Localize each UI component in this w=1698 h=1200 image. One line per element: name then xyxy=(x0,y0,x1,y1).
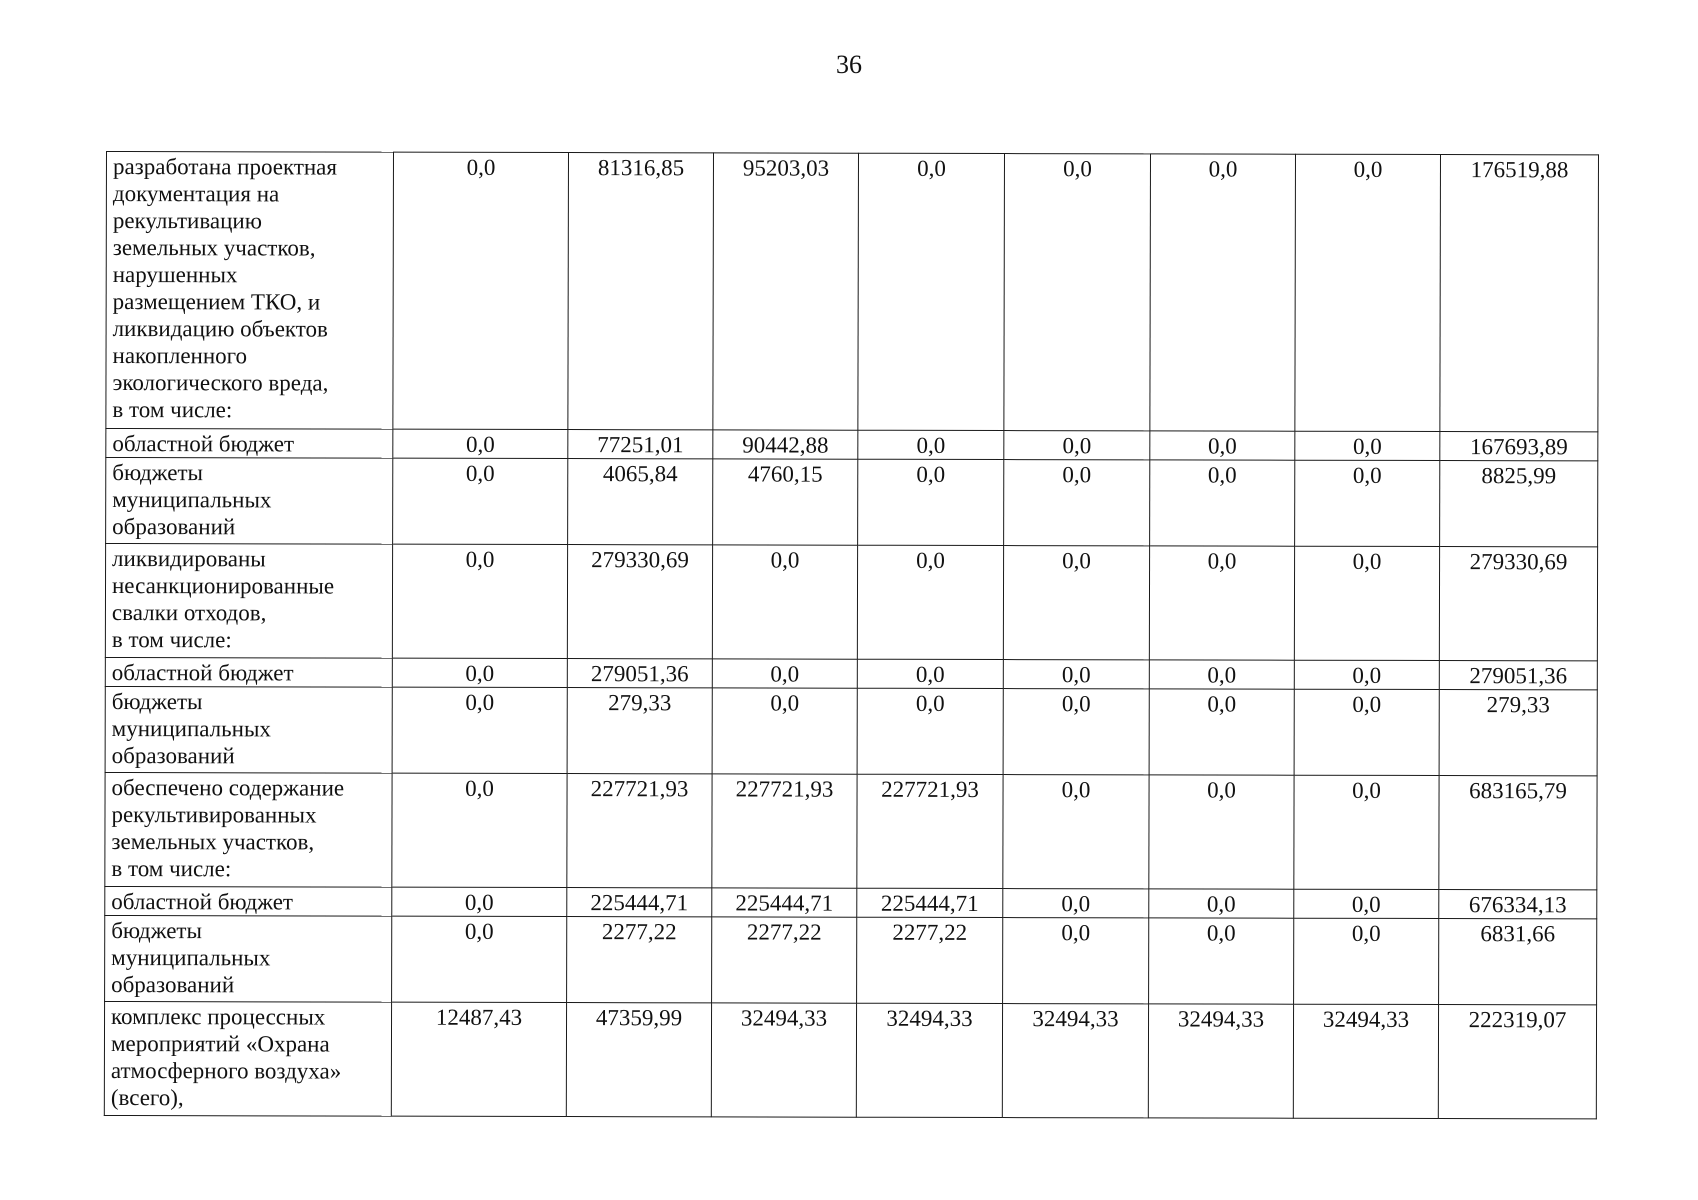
value-cell: 0,0 xyxy=(857,659,1003,688)
value-cell: 0,0 xyxy=(1149,918,1294,1004)
total-cell: 279,33 xyxy=(1439,690,1597,776)
total-cell: 6831,66 xyxy=(1439,919,1597,1005)
value-cell: 0,0 xyxy=(1004,431,1150,460)
total-cell: 176519,88 xyxy=(1440,155,1599,432)
value-cell: 0,0 xyxy=(857,688,1003,774)
total-cell: 683165,79 xyxy=(1439,776,1597,890)
value-cell: 47359,99 xyxy=(566,1003,711,1117)
value-cell: 0,0 xyxy=(712,659,857,688)
value-cell: 0,0 xyxy=(1294,775,1439,889)
value-cell: 0,0 xyxy=(1149,775,1294,889)
value-cell: 0,0 xyxy=(1004,154,1151,431)
value-cell: 0,0 xyxy=(1294,918,1439,1004)
table-row xyxy=(106,152,1599,432)
table-row xyxy=(105,544,1597,661)
value-cell: 0,0 xyxy=(1149,889,1294,918)
value-cell: 227721,93 xyxy=(712,774,857,888)
value-cell: 2277,22 xyxy=(712,917,857,1003)
total-cell: 222319,07 xyxy=(1438,1005,1596,1119)
value-cell: 225444,71 xyxy=(712,888,857,917)
total-cell: 279051,36 xyxy=(1439,661,1597,690)
value-cell: 4760,15 xyxy=(713,459,858,545)
table-row xyxy=(106,429,1598,461)
value-cell: 0,0 xyxy=(712,688,857,774)
value-cell: 32494,33 xyxy=(1002,1004,1148,1118)
value-cell: 0,0 xyxy=(1294,889,1439,918)
value-cell: 0,0 xyxy=(393,429,568,458)
value-cell: 0,0 xyxy=(1003,918,1149,1004)
value-cell: 90442,88 xyxy=(713,430,858,459)
value-cell: 0,0 xyxy=(392,773,567,887)
row-label-cell: разработана проектная документация на рекультивацию земельных участков, нарушенных размещением ТКО, и ликвидацию объектов накопленного экологического вреда, в том числе: xyxy=(106,152,394,430)
value-cell: 227721,93 xyxy=(567,774,712,888)
value-cell: 77251,01 xyxy=(568,430,713,459)
row-label-cell: бюджеты муниципальных образований xyxy=(105,686,392,773)
value-cell: 0,0 xyxy=(1003,889,1149,918)
row-label-cell: бюджеты муниципальных образований xyxy=(106,458,393,545)
budget-table-body xyxy=(104,152,1598,1119)
value-cell: 0,0 xyxy=(1295,431,1440,460)
row-label-cell: областной бюджет xyxy=(106,429,393,459)
value-cell: 0,0 xyxy=(392,887,567,916)
value-cell: 0,0 xyxy=(392,687,567,773)
value-cell: 2277,22 xyxy=(857,917,1003,1003)
page-number: 36 xyxy=(836,50,862,79)
value-cell: 279330,69 xyxy=(567,545,712,659)
value-cell: 2277,22 xyxy=(567,917,712,1003)
value-cell: 0,0 xyxy=(712,545,857,659)
table-row xyxy=(105,686,1597,775)
value-cell: 0,0 xyxy=(393,458,568,544)
value-cell: 0,0 xyxy=(1150,154,1296,431)
value-cell: 225444,71 xyxy=(567,888,712,917)
value-cell: 95203,03 xyxy=(713,153,859,430)
value-cell: 0,0 xyxy=(1003,775,1149,889)
row-label-cell: обеспечено содержание рекультивированных земельных участков, в том числе: xyxy=(105,772,392,887)
value-cell: 0,0 xyxy=(1294,660,1439,689)
value-cell: 0,0 xyxy=(393,152,569,429)
table-row xyxy=(104,1001,1596,1118)
value-cell: 0,0 xyxy=(392,916,567,1002)
row-label-cell: бюджеты муниципальных образований xyxy=(105,915,392,1002)
value-cell: 81316,85 xyxy=(568,153,714,430)
value-cell: 0,0 xyxy=(1294,546,1439,660)
total-cell: 8825,99 xyxy=(1440,461,1598,547)
value-cell: 225444,71 xyxy=(857,888,1003,917)
value-cell: 0,0 xyxy=(1149,660,1294,689)
value-cell: 0,0 xyxy=(857,545,1003,659)
value-cell: 0,0 xyxy=(1149,546,1294,660)
value-cell: 0,0 xyxy=(1295,460,1440,546)
value-cell: 227721,93 xyxy=(857,774,1003,888)
value-cell: 0,0 xyxy=(858,459,1004,545)
value-cell: 279051,36 xyxy=(567,659,712,688)
value-cell: 32494,33 xyxy=(1148,1004,1293,1118)
value-cell: 0,0 xyxy=(1295,154,1441,431)
total-cell: 167693,89 xyxy=(1440,432,1598,461)
value-cell: 32494,33 xyxy=(1293,1004,1438,1118)
row-label-cell: комплекс процессных мероприятий «Охрана атмосферного воздуха» (всего), xyxy=(104,1001,391,1116)
value-cell: 0,0 xyxy=(392,544,567,658)
value-cell: 0,0 xyxy=(1294,689,1439,775)
value-cell: 0,0 xyxy=(1150,460,1295,546)
total-cell: 279330,69 xyxy=(1439,547,1597,661)
table-row xyxy=(105,657,1597,689)
value-cell: 32494,33 xyxy=(856,1003,1002,1117)
total-cell: 676334,13 xyxy=(1439,890,1597,919)
value-cell: 0,0 xyxy=(1150,431,1295,460)
value-cell: 0,0 xyxy=(858,430,1004,459)
row-label-cell: ликвидированы несанкционированные свалки отходов, в том числе: xyxy=(105,544,392,659)
table-row xyxy=(105,886,1597,918)
table-row xyxy=(106,458,1598,547)
value-cell: 279,33 xyxy=(567,688,712,774)
value-cell: 0,0 xyxy=(858,153,1005,430)
value-cell: 0,0 xyxy=(1003,546,1149,660)
value-cell: 0,0 xyxy=(1004,460,1150,546)
value-cell: 0,0 xyxy=(392,658,567,687)
value-cell: 0,0 xyxy=(1003,660,1149,689)
value-cell: 32494,33 xyxy=(711,1003,856,1117)
value-cell: 12487,43 xyxy=(391,1002,566,1116)
table-row xyxy=(105,915,1597,1004)
budget-table xyxy=(104,151,1599,1119)
value-cell: 4065,84 xyxy=(568,459,713,545)
row-label-cell: областной бюджет xyxy=(105,886,392,916)
row-label-cell: областной бюджет xyxy=(105,657,392,687)
table-row xyxy=(105,772,1597,889)
value-cell: 0,0 xyxy=(1003,689,1149,775)
value-cell: 0,0 xyxy=(1149,689,1294,775)
